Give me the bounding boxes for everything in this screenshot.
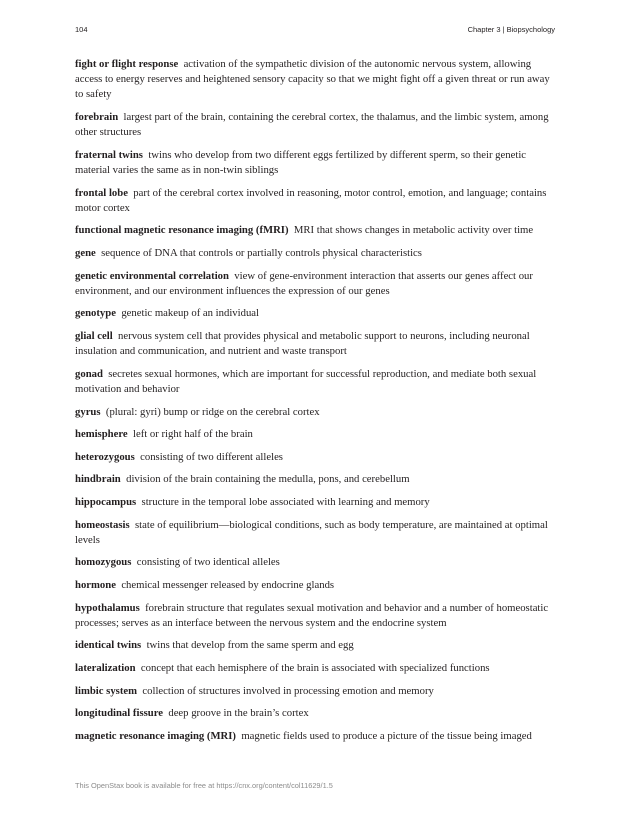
- glossary-entry: [75, 427, 556, 442]
- glossary-term: magnetic resonance imaging (MRI): [75, 729, 236, 742]
- glossary-definition: nervous system cell that provides physical and metabolic support to neurons, including neuronal insulation and communication, and nutrient and waste transport: [75, 329, 530, 358]
- glossary-definition: forebrain structure that regulates sexual motivation and behavior and a number of homeostatic processes; serves as an interface between the nervous system and the endocrine system: [75, 601, 549, 629]
- glossary-definition: largest part of the brain, containing the cerebral cortex, the thalamus, and the limbic system, among other structures: [75, 111, 549, 139]
- glossary-term: heterozygous: [75, 450, 135, 463]
- glossary-term: hippocampus: [75, 495, 137, 508]
- glossary-term: glial cell: [75, 329, 113, 342]
- glossary-term: longitudinal fissure: [75, 707, 163, 720]
- glossary-entry: [75, 57, 556, 103]
- glossary-definition: (plural: gyri) bump or ridge on the cerebral cortex: [105, 405, 320, 418]
- glossary-entry: [75, 684, 556, 699]
- glossary-definition: chemical messenger released by endocrine glands: [121, 578, 335, 591]
- glossary-definition: activation of the sympathetic division of the autonomic nervous system, allowing access to energy reserves and heightened sensory capacity so that we might fight off a given threat or run away to safety: [75, 58, 550, 101]
- glossary-term: identical twins: [75, 639, 142, 652]
- glossary-entry: [75, 450, 556, 465]
- glossary-term: gonad: [75, 367, 103, 380]
- glossary-term: limbic system: [75, 684, 138, 697]
- glossary-term: lateralization: [75, 661, 136, 674]
- glossary-entry: [75, 367, 556, 397]
- glossary-entry: [75, 246, 556, 261]
- glossary-term: gene: [75, 246, 96, 259]
- glossary-entry: [75, 661, 556, 676]
- glossary-term: fight or flight response: [75, 58, 179, 70]
- glossary-term: homozygous: [75, 556, 132, 569]
- glossary-entry: [75, 306, 556, 321]
- glossary-definition: twins that develop from the same sperm and egg: [146, 639, 354, 652]
- glossary-definition: part of the cerebral cortex involved in reasoning, motor control, emotion, and language; contains motor cortex: [75, 186, 547, 214]
- glossary-definition: view of gene-environment interaction that asserts our genes affect our environment, and our environment influences the expression of our genes: [75, 269, 533, 297]
- glossary-term: genotype: [75, 307, 116, 320]
- glossary-definition: sequence of DNA that controls or partially controls physical characteristics: [101, 246, 422, 259]
- glossary-term: hindbrain: [75, 473, 121, 486]
- glossary-entry: [75, 518, 556, 548]
- glossary-term: hemisphere: [75, 428, 128, 441]
- glossary-definition: state of equilibrium—biological conditions, such as body temperature, are maintained at optimal levels: [75, 518, 548, 546]
- glossary-definition: collection of structures involved in processing emotion and memory: [142, 684, 434, 697]
- glossary-list: [75, 57, 556, 751]
- glossary-entry: [75, 495, 556, 510]
- glossary-definition: consisting of two identical alleles: [136, 556, 280, 569]
- glossary-term: fraternal twins: [75, 148, 143, 161]
- glossary-entry: [75, 638, 556, 653]
- glossary-term: forebrain: [75, 111, 119, 123]
- glossary-definition: genetic makeup of an individual: [121, 307, 260, 320]
- glossary-term: hypothalamus: [75, 601, 140, 614]
- glossary-entry: [75, 706, 556, 721]
- glossary-entry: [75, 329, 556, 359]
- glossary-entry: [75, 601, 556, 631]
- glossary-definition: concept that each hemisphere of the brain is associated with specialized functions: [140, 661, 490, 674]
- glossary-entry: [75, 223, 556, 238]
- glossary-entry: [75, 729, 556, 744]
- glossary-entry: [75, 186, 556, 216]
- glossary-entry: [75, 472, 556, 487]
- glossary-term: hormone: [75, 578, 116, 591]
- glossary-term: frontal lobe: [75, 186, 128, 199]
- glossary-definition: twins who develop from two different eggs fertilized by different sperm, so their genetic material varies the same as in non-twin siblings: [75, 148, 527, 176]
- glossary-term: homeostasis: [75, 518, 130, 531]
- glossary-entry: [75, 555, 556, 570]
- glossary-term: functional magnetic resonance imaging (fMRI): [75, 224, 289, 237]
- glossary-term: gyrus: [75, 405, 101, 418]
- page-number: 104: [75, 25, 88, 34]
- glossary-entry: [75, 110, 556, 140]
- glossary-definition: structure in the temporal lobe associated with learning and memory: [141, 495, 430, 508]
- glossary-definition: MRI that shows changes in metabolic activity over time: [293, 224, 534, 237]
- glossary-definition: left or right half of the brain: [133, 428, 253, 441]
- glossary-definition: magnetic fields used to produce a picture of the tissue being imaged: [241, 729, 532, 742]
- running-header: Chapter 3 | Biopsychology: [467, 25, 555, 34]
- glossary-definition: consisting of two different alleles: [140, 450, 283, 463]
- glossary-entry: [75, 405, 556, 420]
- footer-note: This OpenStax book is available for free at https://cnx.org/content/col11629/1.5: [75, 781, 333, 790]
- glossary-entry: [75, 269, 556, 299]
- glossary-entry: [75, 578, 556, 593]
- glossary-definition: secretes sexual hormones, which are important for successful reproduction, and mediate both sexual motivation and behavior: [75, 367, 537, 395]
- glossary-definition: deep groove in the brain’s cortex: [168, 707, 309, 720]
- glossary-term: genetic environmental correlation: [75, 269, 229, 282]
- glossary-definition: division of the brain containing the medulla, pons, and cerebellum: [126, 473, 410, 486]
- glossary-entry: [75, 148, 556, 178]
